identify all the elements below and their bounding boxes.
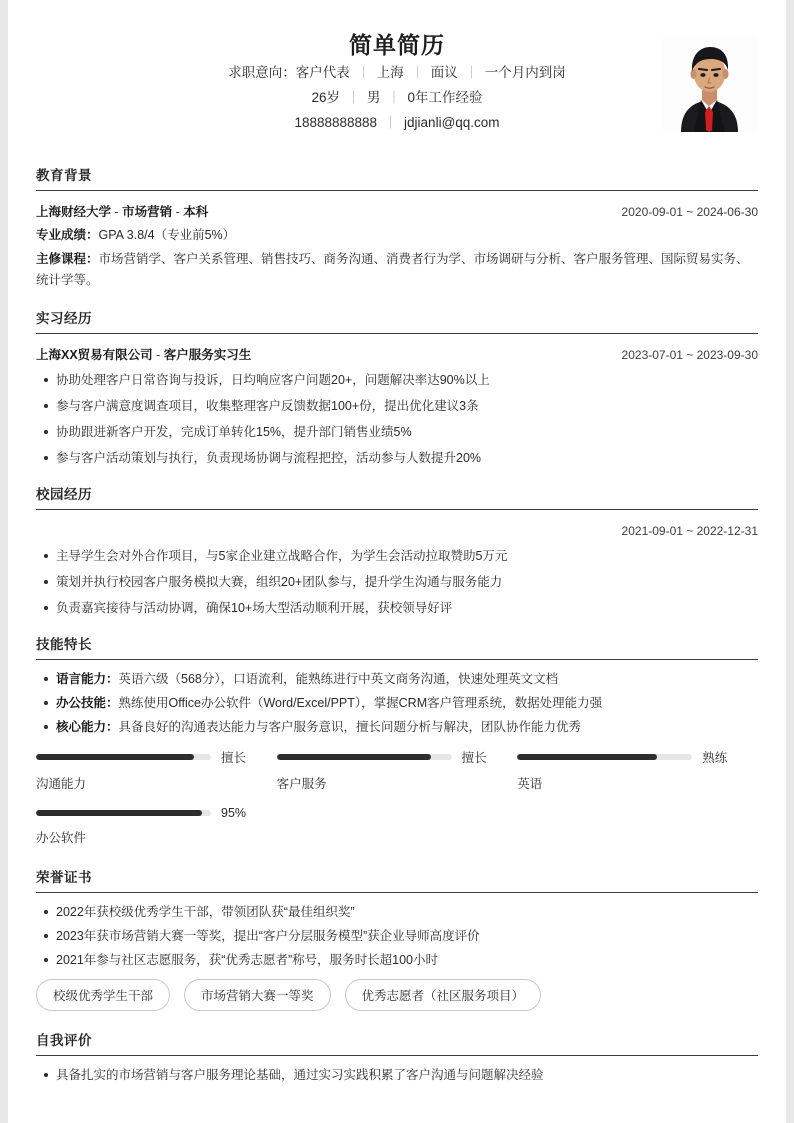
education-courses-value: 市场营销学、客户关系管理、销售技巧、商务沟通、消费者行为学、市场调研与分析、客户服务管理、国际贸易实务、统计学等。 <box>36 252 749 287</box>
list-item: 参与客户满意度调查项目，收集整理客户反馈数据100+份，提出优化建议3条 <box>36 397 758 415</box>
basic-info-line <box>36 85 758 110</box>
basic-experience: 0年工作经验 <box>407 90 483 105</box>
skill-bar-row <box>36 806 261 820</box>
separator-icon: ｜ <box>384 115 398 130</box>
basic-gender: 男 <box>367 90 381 105</box>
campus-bullet-list <box>36 547 758 617</box>
progress-track <box>277 754 452 760</box>
skill-text: 熟练使用Office办公软件（Word/Excel/PPT），掌握CRM客户管理系统，数据处理能力强 <box>118 696 603 710</box>
skill-label: 核心能力： <box>56 720 119 734</box>
education-major: 市场营销 <box>122 205 173 219</box>
list-item <box>36 718 758 736</box>
list-item: 策划并执行校园客户服务模拟大赛，组织20+团队参与，提升学生沟通与服务能力 <box>36 573 758 591</box>
list-item: 具备扎实的市场营销与客户服务理论基础，通过实习实践积累了客户沟通与问题解决经验 <box>36 1066 758 1084</box>
list-item: 2022年获校级优秀学生干部，带领团队获“最佳组织奖” <box>36 903 758 921</box>
section-title-education: 教育背景 <box>36 168 92 183</box>
campus-date: 2021-09-01 ~ 2022-12-31 <box>621 524 758 538</box>
skill-level-text: 擅长 <box>221 751 247 765</box>
section-campus <box>36 483 758 617</box>
list-item <box>36 694 758 712</box>
separator-icon: ｜ <box>346 90 360 105</box>
skill-bar-item <box>36 806 277 846</box>
list-item: 2023年获市场营销大赛一等奖，提出“客户分层服务模型”获企业导师高度评价 <box>36 927 758 945</box>
section-title-skills: 技能特长 <box>36 637 92 652</box>
section-self-evaluation <box>36 1029 758 1084</box>
section-divider <box>36 659 758 660</box>
list-item: 参与客户活动策划与执行，负责现场协调与流程把控，活动参与人数提升20% <box>36 449 758 467</box>
progress-track <box>36 754 211 760</box>
skill-label: 语言能力： <box>56 672 119 686</box>
honors-bullet-list <box>36 903 758 969</box>
honor-tag[interactable]: 市场营销大赛一等奖 <box>184 979 331 1011</box>
progress-fill <box>36 810 202 816</box>
education-degree: 本科 <box>183 205 209 219</box>
contact-line <box>36 110 758 135</box>
internship-entry <box>36 345 758 467</box>
progress-track <box>517 754 692 760</box>
page-title: 简单简历 <box>349 32 445 58</box>
list-item: 主导学生会对外合作项目，与5家企业建立战略合作，为学生会活动拉取赞助5万元 <box>36 547 758 565</box>
skill-bar-row <box>517 748 742 766</box>
skill-name: 客户服务 <box>276 777 327 791</box>
internship-bullet-list <box>36 371 758 467</box>
separator-icon: ｜ <box>387 90 401 105</box>
section-title-internship: 实习经历 <box>36 311 92 326</box>
skill-level-text: 熟练 <box>702 751 728 765</box>
campus-entry-head <box>36 521 758 541</box>
list-item: 2021年参与社区志愿服务，获“优秀志愿者”称号，服务时长超100小时 <box>36 951 758 969</box>
resume-page <box>8 0 786 1123</box>
self-evaluation-bullet-list <box>36 1066 758 1084</box>
section-divider <box>36 892 758 893</box>
education-courses-line <box>36 249 758 291</box>
skill-name: 英语 <box>517 777 543 791</box>
honor-tag[interactable]: 校级优秀学生干部 <box>36 979 170 1011</box>
contact-phone: 18888888888 <box>294 115 378 130</box>
list-item <box>36 670 758 688</box>
section-title-campus: 校园经历 <box>36 487 92 502</box>
campus-entry <box>36 521 758 617</box>
progress-fill <box>517 754 657 760</box>
contact-email: jdjianli@qq.com <box>404 115 500 130</box>
skill-text: 英语六级（568分），口语流利，能熟练进行中英文商务沟通，快速处理英文文档 <box>118 672 559 686</box>
section-skills <box>36 633 758 860</box>
job-intent-city: 上海 <box>376 65 404 80</box>
skill-level-text: 擅长 <box>461 751 487 765</box>
title-separator: - <box>111 205 123 219</box>
internship-date: 2023-07-01 ~ 2023-09-30 <box>621 348 758 362</box>
internship-role: 客户服务实习生 <box>163 348 252 362</box>
job-intent-availability: 一个月内到岗 <box>484 65 566 80</box>
section-divider <box>36 190 758 191</box>
skill-name: 沟通能力 <box>36 777 87 791</box>
education-date: 2020-09-01 ~ 2024-06-30 <box>621 205 758 219</box>
education-gpa-value: GPA 3.8/4（专业前5%） <box>98 228 236 242</box>
progress-fill <box>277 754 431 760</box>
education-gpa-line <box>36 225 758 246</box>
list-item: 负责嘉宾接待与活动协调，确保10+场大型活动顺利开展，获校领导好评 <box>36 599 758 617</box>
job-intent-label: 求职意向： <box>228 65 296 80</box>
skill-bar-group <box>36 748 758 860</box>
list-item: 协助处理客户日常咨询与投诉，日均响应客户问题20+，问题解决率达90%以上 <box>36 371 758 389</box>
honor-tag[interactable]: 优秀志愿者（社区服务项目） <box>345 979 542 1011</box>
skill-bar-item <box>36 748 277 792</box>
separator-icon: ｜ <box>464 65 478 80</box>
job-intent-salary: 面议 <box>430 65 458 80</box>
skill-bar-item <box>517 748 758 792</box>
title-separator: - <box>172 205 184 219</box>
skill-bar-item <box>277 748 518 792</box>
internship-entry-head <box>36 345 758 365</box>
internship-company: 上海XX贸易有限公司 <box>36 348 153 362</box>
honor-tag-group <box>36 979 758 1019</box>
skills-bullet-list <box>36 670 758 736</box>
skill-level-text: 95% <box>221 806 247 820</box>
section-education <box>36 164 758 291</box>
title-separator: - <box>152 348 164 362</box>
job-intent-position: 客户代表 <box>295 65 350 80</box>
section-divider <box>36 1055 758 1056</box>
separator-icon: ｜ <box>356 65 370 80</box>
section-divider <box>36 509 758 510</box>
avatar <box>661 36 758 132</box>
skill-name: 办公软件 <box>36 831 87 845</box>
resume-header <box>36 30 758 148</box>
list-item: 协助跟进新客户开发，完成订单转化15%，提升部门销售业绩5% <box>36 423 758 441</box>
separator-icon: ｜ <box>410 65 424 80</box>
section-honors <box>36 866 758 1019</box>
progress-fill <box>36 754 194 760</box>
section-divider <box>36 333 758 334</box>
job-intent-line <box>36 60 758 85</box>
section-title-self-evaluation: 自我评价 <box>36 1033 92 1048</box>
skill-text: 具备良好的沟通表达能力与客户服务意识，擅长问题分析与解决，团队协作能力优秀 <box>118 720 582 734</box>
education-gpa-label: 专业成绩： <box>36 228 99 242</box>
section-internship <box>36 307 758 467</box>
education-entry-title <box>36 202 208 222</box>
skill-label: 办公技能： <box>56 696 119 710</box>
progress-track <box>36 810 211 816</box>
skill-bar-row <box>36 748 261 766</box>
portrait-photo-icon <box>661 36 758 132</box>
internship-entry-title <box>36 345 251 365</box>
education-school: 上海财经大学 <box>36 205 112 219</box>
skill-bar-row <box>277 748 502 766</box>
education-entry-head <box>36 202 758 222</box>
education-courses-label: 主修课程： <box>36 252 99 266</box>
education-entry <box>36 202 758 291</box>
section-title-honors: 荣誉证书 <box>36 870 92 885</box>
basic-age: 26岁 <box>311 90 340 105</box>
